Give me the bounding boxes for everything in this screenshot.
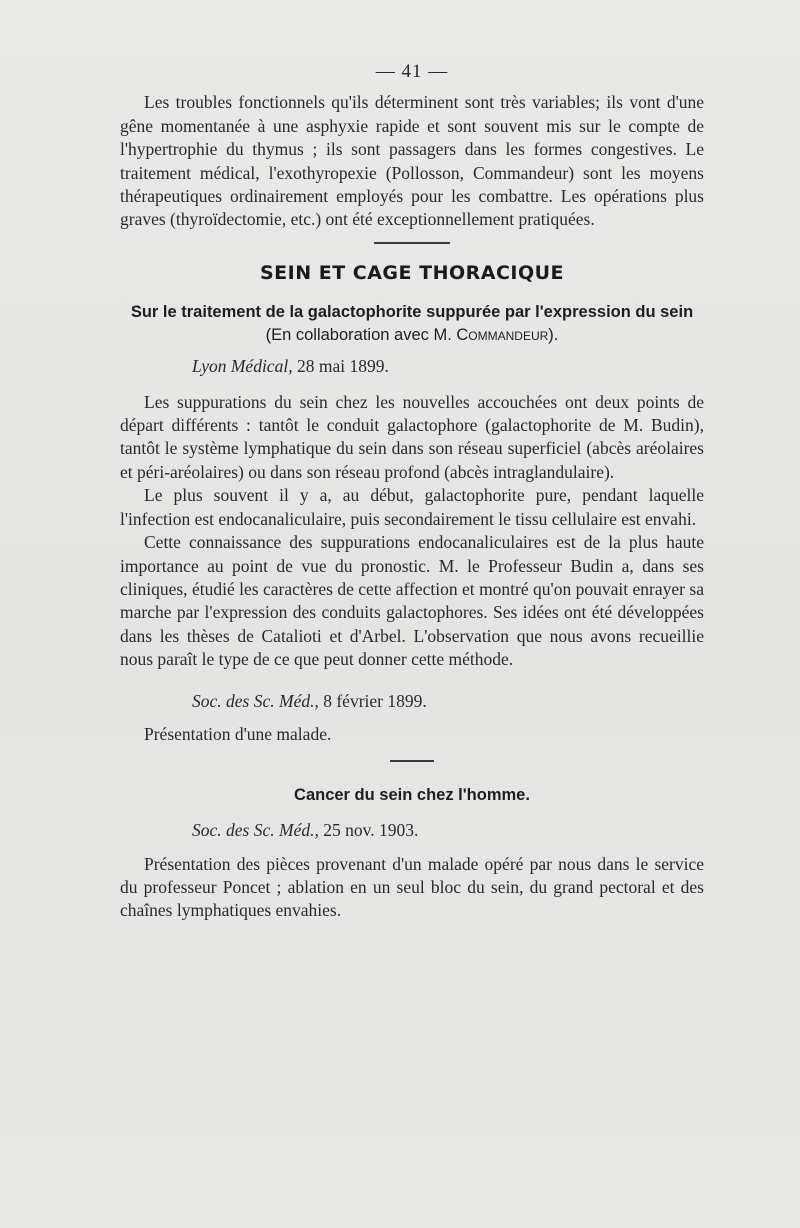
article-title-cancer: Cancer du sein chez l'homme.: [294, 785, 530, 804]
source-journal-3: Soc. des Sc. Méd.,: [192, 820, 319, 841]
intro-paragraph: Les troubles fonctionnels qu'ils déterminent sont très variables; ils vont d'une gêne momentanée à une asphyxie rapide et sont souvent mis sur le compte de l'hypertrophie du thymus ; ils sont passagers dans les formes congestives. Le traitement médical, l'exothyropexie (Pollosson, Commandeur) sont les moyens thérapeutiques ordinairement employés pour les combattre. Les opérations plus graves (thyroïdectomie, etc.) ont été exceptionnellement pratiquées.: [120, 92, 704, 230]
body-paragraph: Cette connaissance des suppurations endocanaliculaires est de la plus haute importance au point de vue du pronostic. M. le Professeur Budin a, dans ses cliniques, étudié les caractères de cette affection et montré qu'on pouvait enrayer sa marche par l'expression des conduits galactophores. Ses idées ont été développées dans les thèses de Catalioti et d'Arbel. L'observation que nous avons recueillie nous paraît le type de ce que peut donner cette méthode.: [120, 532, 704, 670]
short-divider: [390, 760, 434, 762]
presentation-text: Présentation d'une malade.: [144, 723, 332, 744]
article-title-bold: Sur le traitement de la galactophorite suppurée par l'expression du sein: [130, 303, 694, 322]
cancer-paragraph: Présentation des pièces provenant d'un malade opéré par nous dans le service du professeur Poncet ; ablation en un seul bloc du sein, du grand pectoral et des chaînes lymphatiques envahies.: [120, 853, 704, 921]
article-source: [192, 355, 704, 378]
source-journal: Lyon Médical,: [192, 356, 293, 377]
article-title-author: Commandeur: [456, 326, 549, 345]
article-title-end: ).: [548, 326, 559, 345]
body-paragraph: Le plus souvent il y a, au début, galactophorite pure, pendant laquelle l'infection est endocanaliculaire, puis secondairement le tissu cellulaire est envahi.: [120, 485, 704, 529]
page-content: [120, 60, 704, 923]
article-title-collab: (En collaboration avec M.: [265, 326, 457, 345]
page-number: — 41 —: [375, 61, 449, 82]
source-date-2: 8 février 1899.: [318, 690, 427, 711]
article-source-2: [192, 690, 704, 713]
source-date: 28 mai 1899.: [292, 356, 389, 377]
source-date-3: 25 nov. 1903.: [318, 820, 419, 841]
article-source-3: [192, 819, 704, 842]
section-divider: [374, 242, 450, 244]
source-journal-2: Soc. des Sc. Méd.,: [192, 690, 319, 711]
section-title: SEIN ET CAGE THORACIQUE: [259, 261, 565, 284]
article-title-galactophorite: [120, 301, 704, 347]
body-paragraph: Les suppurations du sein chez les nouvelles accouchées ont deux points de départ différents : tantôt le conduit galactophore (galactophorite de M. Budin), tantôt le système lymphatique du sein dans son réseau superficiel (abcès aréolaires et péri-aréolaires) ou dans son réseau profond (abcès intraglandulaire).: [120, 391, 704, 482]
